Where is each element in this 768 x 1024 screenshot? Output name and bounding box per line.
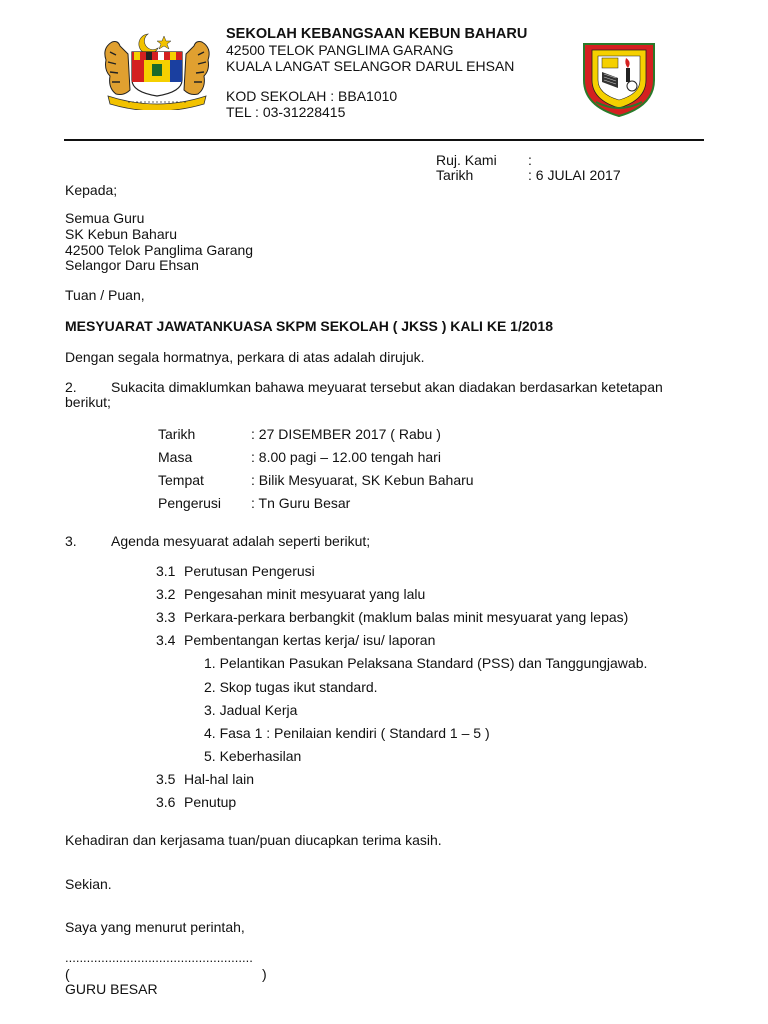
- agenda-number: 3.5: [156, 771, 176, 787]
- paragraph-1: Dengan segala hormatnya, perkara di atas adalah dirujuk.: [65, 349, 425, 365]
- coat-of-arms-logo: [98, 30, 216, 110]
- ruj-value: :: [528, 152, 532, 168]
- header-divider: [64, 139, 704, 141]
- paragraph-3-number: 3.: [65, 533, 77, 549]
- subagenda-item: 2. Skop tugas ikut standard.: [204, 679, 378, 695]
- recipient-line: Selangor Daru Ehsan: [65, 257, 199, 273]
- signature-line: ....................................................: [65, 950, 253, 965]
- salutation: Tuan / Puan,: [65, 287, 145, 303]
- date-value: : 6 JULAI 2017: [528, 167, 621, 183]
- subagenda-item: 4. Fasa 1 : Penilaian kendiri ( Standard 1 – 5 ): [204, 725, 490, 741]
- to-label: Kepada;: [65, 182, 118, 198]
- agenda-number: 3.1: [156, 563, 176, 579]
- paragraph-2-line-1: Sukacita dimaklumkan bahawa meyuarat tersebut akan diadakan berdasarkan ketetapan: [111, 379, 663, 395]
- detail-value: : Tn Guru Besar: [251, 495, 351, 511]
- signatory-title: GURU BESAR: [65, 981, 158, 997]
- subagenda-item: 3. Jadual Kerja: [204, 702, 298, 718]
- closing-text: Kehadiran dan kerjasama tuan/puan diucapkan terima kasih.: [65, 832, 442, 848]
- ruj-label: Ruj. Kami: [436, 152, 497, 168]
- subagenda-item: 5. Keberhasilan: [204, 748, 302, 764]
- school-phone: TEL : 03-31228415: [226, 104, 346, 120]
- letter-subject: MESYUARAT JAWATANKUASA SKPM SEKOLAH ( JKSS ) KALI KE 1/2018: [65, 318, 553, 334]
- agenda-text: Perkara-perkara berbangkit (maklum balas minit mesyuarat yang lepas): [184, 609, 629, 625]
- agenda-text: Pembentangan kertas kerja/ isu/ laporan: [184, 632, 436, 648]
- subagenda-item: 1. Pelantikan Pasukan Pelaksana Standard (PSS) dan Tanggungjawab.: [204, 655, 648, 671]
- date-label: Tarikh: [436, 167, 474, 183]
- paragraph-3-text: Agenda mesyuarat adalah seperti berikut;: [111, 533, 371, 549]
- agenda-number: 3.4: [156, 632, 176, 648]
- agenda-number: 3.2: [156, 586, 176, 602]
- detail-value: : Bilik Mesyuarat, SK Kebun Baharu: [251, 472, 474, 488]
- detail-value: : 8.00 pagi – 12.00 tengah hari: [251, 449, 441, 465]
- agenda-number: 3.3: [156, 609, 176, 625]
- agenda-text: Hal-hal lain: [184, 771, 255, 787]
- agenda-text: Pengesahan minit mesyuarat yang lalu: [184, 586, 426, 602]
- detail-label: Masa: [158, 449, 193, 465]
- detail-label: Tempat: [158, 472, 204, 488]
- yours-faithfully: Saya yang menurut perintah,: [65, 919, 245, 935]
- detail-label: Pengerusi: [158, 495, 222, 511]
- paragraph-2-line-2: berikut;: [65, 394, 111, 410]
- recipient-line: SK Kebun Baharu: [65, 226, 178, 242]
- signature-close-paren: ): [262, 966, 267, 982]
- agenda-number: 3.6: [156, 794, 176, 810]
- recipient-line: Semua Guru: [65, 210, 145, 226]
- address-line-2: KUALA LANGAT SELANGOR DARUL EHSAN: [226, 58, 515, 74]
- detail-value: : 27 DISEMBER 2017 ( Rabu ): [251, 426, 441, 442]
- agenda-text: Penutup: [184, 794, 237, 810]
- signature-open-paren: (: [65, 966, 70, 982]
- detail-label: Tarikh: [158, 426, 196, 442]
- address-line-1: 42500 TELOK PANGLIMA GARANG: [226, 42, 454, 58]
- recipient-line: 42500 Telok Panglima Garang: [65, 242, 254, 258]
- agenda-text: Perutusan Pengerusi: [184, 563, 315, 579]
- school-name: SEKOLAH KEBANGSAAN KEBUN BAHARU: [226, 26, 528, 42]
- school-shield-logo: [578, 36, 660, 118]
- school-code: KOD SEKOLAH : BBA1010: [226, 88, 398, 104]
- sekian-text: Sekian.: [65, 876, 112, 892]
- paragraph-2-number: 2.: [65, 379, 77, 395]
